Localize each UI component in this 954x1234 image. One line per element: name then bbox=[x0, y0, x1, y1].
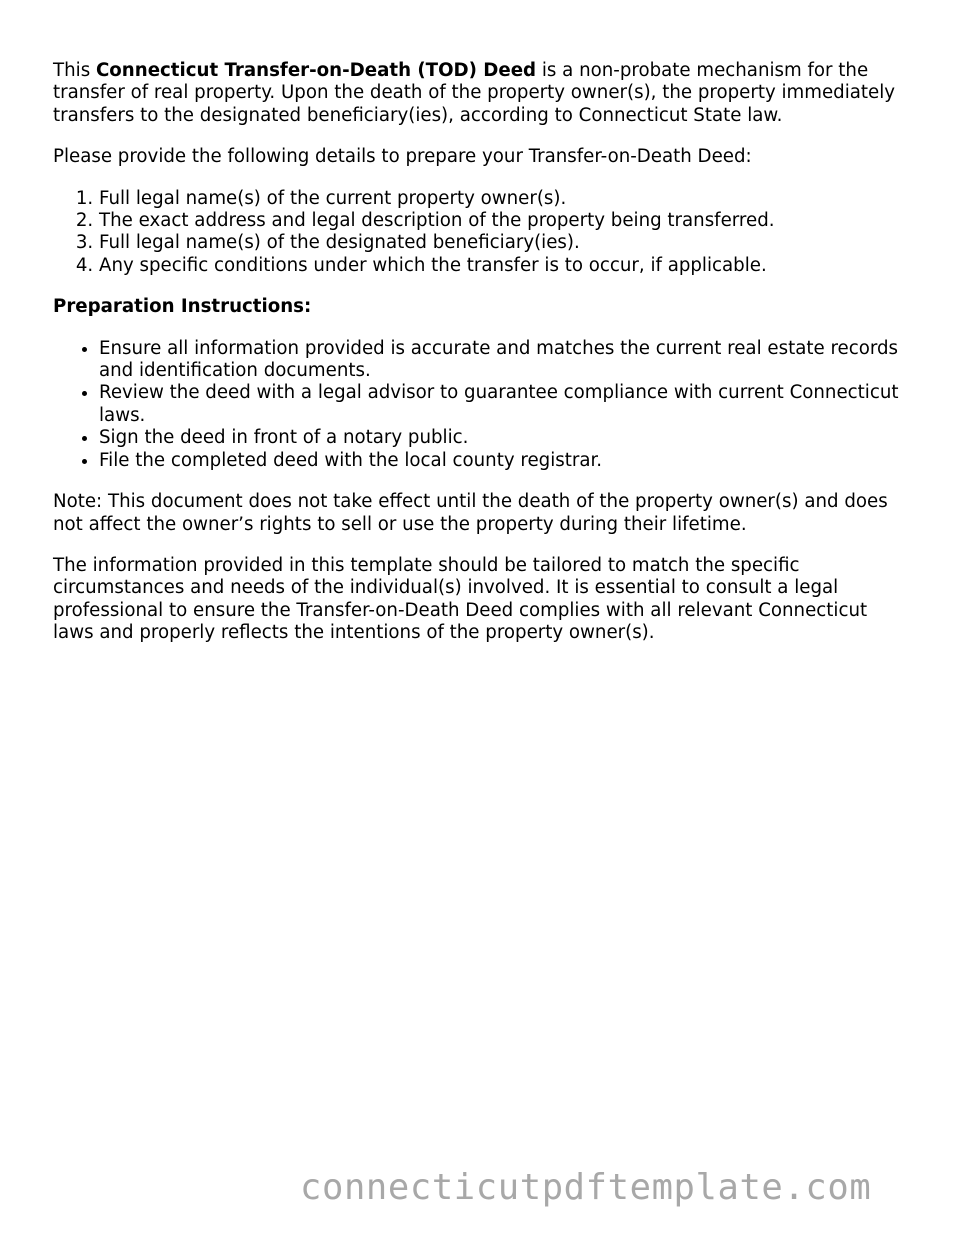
preparation-heading-text: Preparation Instructions: bbox=[53, 296, 312, 318]
document-body bbox=[53, 60, 903, 664]
closing-paragraph: The information provided in this template should be tailored to match the specific circumstances and needs of the individual(s) involved. It is essential to consult a legal professional to ensure the Transfer-on-Death Deed complies with all relevant Connecticut laws and properly reflects the intentions of the property owner(s). bbox=[53, 554, 868, 644]
list-item: • File the completed deed with the local county registrar. bbox=[99, 450, 903, 472]
deed-title: Connecticut Transfer-on-Death (TOD) Deed bbox=[95, 60, 537, 81]
list-item: • Sign the deed in front of a notary public. bbox=[99, 427, 903, 449]
preparation-heading bbox=[53, 296, 903, 318]
list-item: 1. Full legal name(s) of the current property owner(s). bbox=[99, 188, 903, 210]
intro-text: is a non-probate mechanism for the transfer of real property. Upon the death of the property owner(s), the property immediately transfers to the designated beneficiary(ies), according to Connecticut State law. bbox=[53, 60, 896, 126]
details-list bbox=[53, 188, 903, 278]
note-paragraph: Note: This document does not take effect until the death of the property owner(s) and does not affect the owner’s rights to sell or use the property during their lifetime. bbox=[53, 491, 888, 535]
preparation-list bbox=[53, 338, 903, 472]
list-item: 2. The exact address and legal description of the property being transferred. bbox=[99, 210, 903, 232]
list-item: • Ensure all information provided is accurate and matches the current real estate records and identification documents. bbox=[99, 338, 903, 383]
request-paragraph: Please provide the following details to prepare your Transfer-on-Death Deed: bbox=[53, 146, 752, 168]
intro-paragraph bbox=[53, 60, 903, 127]
list-item: • Review the deed with a legal advisor to guarantee compliance with current Connecticut laws. bbox=[99, 382, 903, 427]
list-item: 4. Any specific conditions under which the transfer is to occur, if applicable. bbox=[99, 255, 903, 277]
site-watermark: connecticutpdftemplate.com bbox=[300, 1167, 872, 1208]
intro-prefix: This bbox=[53, 60, 96, 81]
list-item: 3. Full legal name(s) of the designated beneficiary(ies). bbox=[99, 232, 903, 254]
